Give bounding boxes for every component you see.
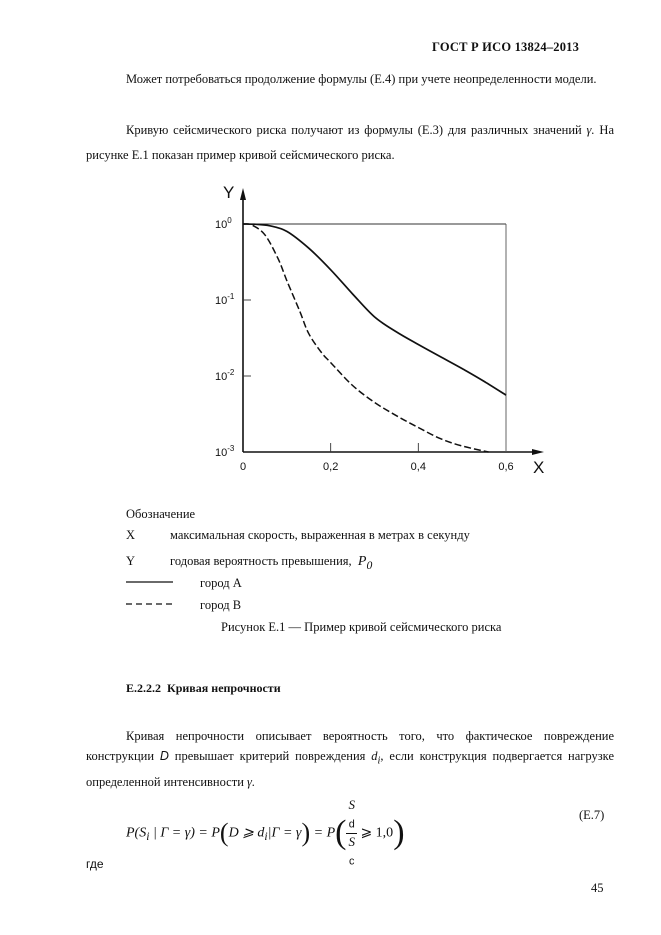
paragraph-fragility: [86, 726, 614, 792]
legend-item-x: [126, 528, 470, 543]
paragraph-text: Может потребоваться продолжение формулы (Е.4) при учете неопределенности модели.: [126, 72, 597, 86]
legend-key: Y: [126, 554, 136, 568]
legend-item-city-b: [126, 598, 241, 613]
dashed-line-key-icon: [126, 598, 200, 613]
section-number: Е.2.2.2: [126, 681, 162, 695]
legend-title: Обозначение: [126, 507, 196, 521]
paragraph-seismic-risk: [86, 118, 614, 168]
legend-text: город А: [200, 576, 242, 590]
seismic-risk-chart: [196, 178, 556, 478]
equation-number: (Е.7): [579, 808, 605, 822]
legend-key: X: [126, 528, 136, 542]
page-number: 45: [591, 881, 604, 895]
fraction: S $_d$ S $_c$: [348, 797, 355, 868]
y-tick-label: $10^{-3}$: [215, 444, 235, 459]
series-line-city-a: [243, 224, 506, 395]
section-title: Кривая непрочности: [167, 681, 281, 695]
x-tick-label: 0,2: [323, 461, 339, 473]
legend-item-city-a: [126, 576, 242, 591]
x-tick-label: 0: [239, 461, 247, 473]
paragraph-text: превышает критерий повреждения: [168, 749, 372, 763]
y-axis-title: Y: [223, 183, 235, 202]
paragraph-text: Кривая непрочности описывает вероятность того, что фактическое повреждение конструкции: [86, 729, 614, 763]
x-tick-label: 0,4: [410, 461, 426, 473]
document-header: ГОСТ Р ИСО 13824–2013: [432, 40, 580, 54]
legend-text: город В: [200, 598, 242, 612]
section-heading: [126, 681, 281, 696]
p0-symbol: $P_0$: [357, 554, 373, 572]
y-tick-label: $10^0$: [215, 216, 232, 231]
paragraph-model-uncertainty: [86, 67, 614, 92]
y-axis-arrow-icon: [240, 188, 246, 200]
y-tick-label: $10^{-1}$: [215, 292, 235, 307]
paragraph-text: , если конструкция подвергается нагрузке определенной интенсивности: [86, 749, 614, 789]
figure-caption: Рисунок Е.1 — Пример кривой сейсмического риска: [221, 620, 502, 634]
gamma-symbol: γ.: [586, 123, 595, 137]
solid-line-key-icon: [126, 576, 200, 591]
legend-text: годовая вероятность превышения,: [170, 554, 352, 568]
gamma-symbol: γ.: [247, 774, 256, 789]
di-symbol: $d_i$: [371, 749, 381, 767]
x-axis-arrow-icon: [532, 449, 544, 455]
x-axis-title: X: [533, 458, 545, 477]
d-symbol: D: [159, 749, 169, 763]
legend-text: максимальная скорость, выраженная в метрах в секунду: [170, 528, 470, 542]
paragraph-text: Кривую сейсмического риска получают из формулы (Е.3) для различных значений: [126, 123, 582, 137]
paragraph-text: На рисунке Е.1 показан пример кривой сейсмического риска.: [86, 123, 615, 162]
series-line-city-b: [243, 224, 489, 452]
legend-item-y: [126, 554, 372, 572]
where-label: где: [86, 857, 104, 871]
x-tick-label: 0,6: [498, 461, 514, 473]
formula-e7: $P(S_i$ | Γ = γ) = P(D ⩾ $d_i|\Gamma = \gamma) = P$( S $_d$ S $_c$ ⩾ 1,0): [126, 797, 405, 868]
y-tick-label: $10^{-2}$: [215, 368, 235, 383]
